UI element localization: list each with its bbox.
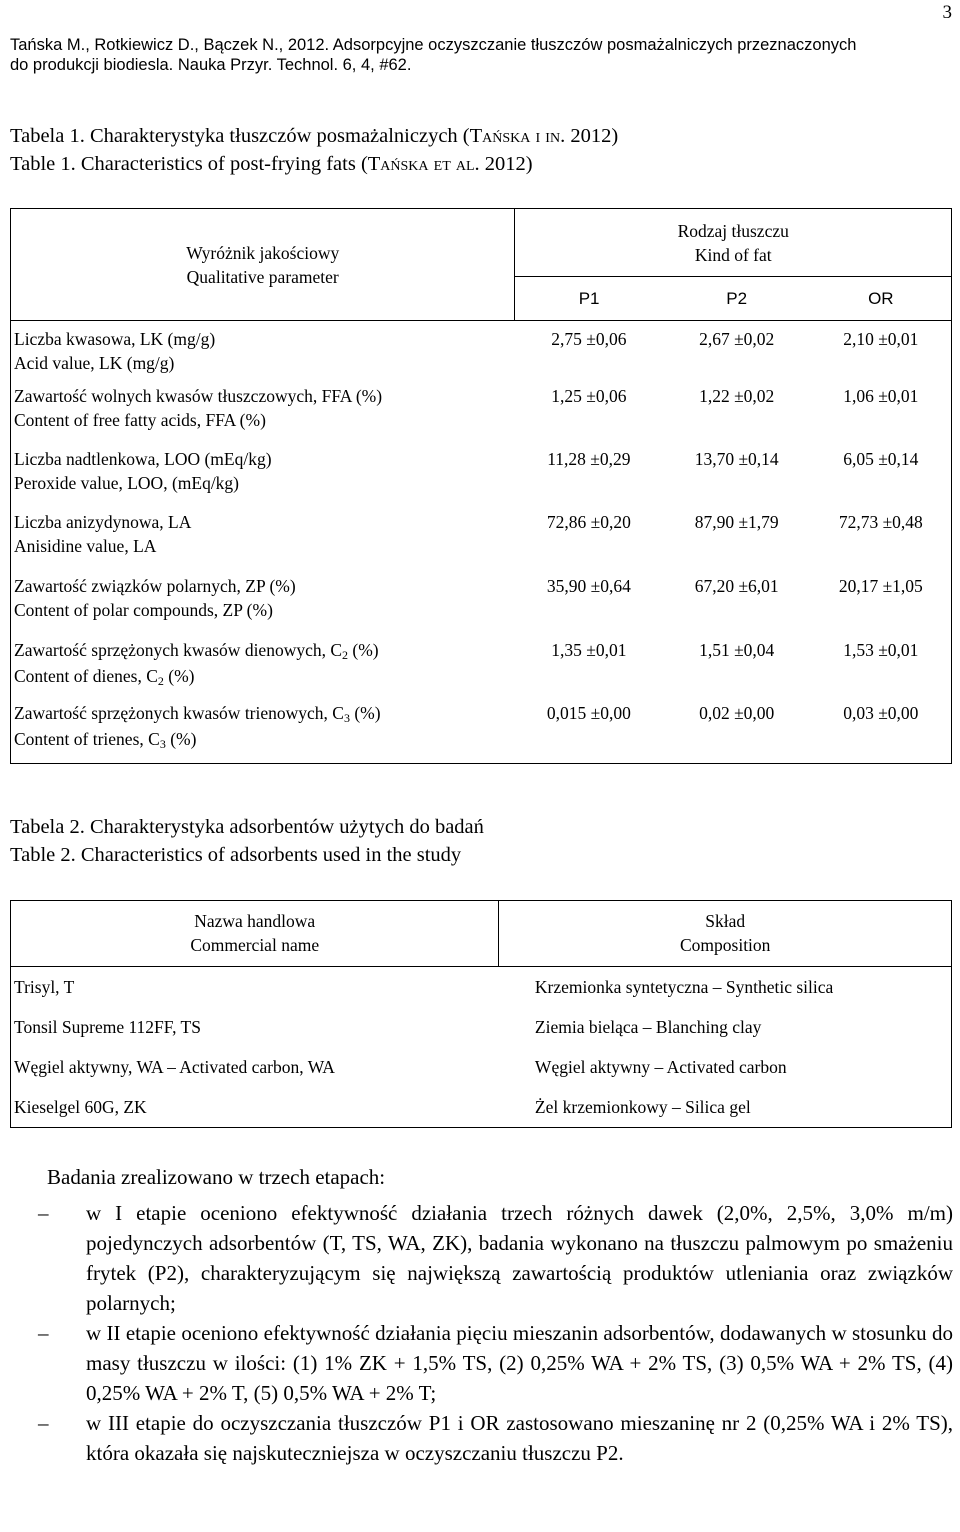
header-qualitative-parameter: Wyróżnik jakościowy Qualitative parameter [11, 209, 515, 321]
table1-caption-en: Table 1. Characteristics of post-frying fats (Tańska et al. 2012) [10, 153, 533, 175]
running-header [10, 35, 950, 75]
column-p2: P2 [663, 277, 811, 321]
fat-characteristics-table [10, 208, 952, 764]
table-row: Zawartość sprzężonych kwasów trienowych, $C_3$ (%) Content of trienes, $C_3$ (%) 0,015 ±0,00 0,02 ±0,00 0,03 ±0,00 [14, 702, 919, 751]
table-row: Zawartość sprzężonych kwasów dienowych, $C_2$ (%) Content of dienes, $C_2$ (%) 1,35 ±0,01 1,51 ±0,04 1,53 ±0,01 [14, 639, 919, 688]
stages-intro: Badania zrealizowano w trzech etapach: [47, 1165, 386, 1189]
table-row: Trisyl, T Krzemionka syntetyczna – Synthetic silica [14, 977, 834, 997]
header-composition: Skład Composition [499, 901, 952, 967]
list-item: – w III etapie do oczyszczania tłuszczów P1 i OR zastosowano mieszaninę nr 2 (0,25% WA i 2% TS), która okazała się najskuteczniejsza w oczyszczaniu tłuszczu P2. [38, 1408, 953, 1468]
column-p1: P1 [515, 277, 663, 321]
list-item: – w I etapie oceniono efektywność działania trzech różnych dawek (2,0%, 2,5%, 3,0% m/m) pojedynczych adsorbentów (T, TS, WA, ZK), badania wykonano na tłuszczu palmowym po smażeniu frytek (P2), charakteryzującym się największą zawartością produktów utleniania oraz związków polarnych; [38, 1198, 953, 1318]
table-row: Tonsil Supreme 112FF, TS Ziemia bieląca – Blanching clay [14, 1016, 762, 1037]
table-row: Liczba anizydynowa, LA Anisidine value, LA 72,86 ±0,20 87,90 ±1,79 72,73 ±0,48 [14, 511, 923, 556]
page-number: 3 [942, 2, 952, 23]
table-row: Zawartość wolnych kwasów tłuszczowych, FFA (%) Content of free fatty acids, FFA (%) 1,25 ±0,06 1,22 ±0,02 1,06 ±0,01 [14, 385, 919, 430]
dash-marker: – [38, 1201, 49, 1225]
table2-caption-pl: Tabela 2. Charakterystyka adsorbentów użytych do badań [10, 816, 484, 838]
header-line-2: do produkcji biodiesla. Nauka Przyr. Technol. 6, 4, #62. [10, 56, 412, 74]
table2-caption [10, 813, 484, 869]
table-row: Liczba kwasowa, LK (mg/g) Acid value, LK (mg/g) 2,75 ±0,06 2,67 ±0,02 2,10 ±0,01 [14, 329, 919, 373]
header-kind-of-fat: Rodzaj tłuszczu Kind of fat [515, 209, 952, 277]
stages-list [38, 1198, 953, 1468]
header-commercial-name: Nazwa handlowa Commercial name [11, 901, 499, 967]
dash-marker: – [38, 1321, 49, 1345]
table-row: Węgiel aktywny, WA – Activated carbon, WA Węgiel aktywny – Activated carbon [14, 1056, 787, 1077]
table1-caption [10, 122, 618, 178]
table-row: Kieselgel 60G, ZK Żel krzemionkowy – Silica gel [14, 1096, 751, 1117]
table1-caption-pl: Tabela 1. Charakterystyka tłuszczów posmażalniczych (Tańska i in. 2012) [10, 125, 619, 147]
adsorbents-table [10, 900, 952, 1128]
table-row: Liczba nadtlenkowa, LOO (mEq/kg) Peroxide value, LOO, (mEq/kg) 11,28 ±0,29 13,70 ±0,14 6,05 ±0,14 [14, 448, 919, 493]
column-or: OR [811, 277, 952, 321]
table2-caption-en: Table 2. Characteristics of adsorbents used in the study [10, 844, 462, 866]
list-item: – w II etapie oceniono efektywność działania pięciu mieszanin adsorbentów, dodawanych w stosunku do masy tłuszczu w ilości: (1) 1% ZK + 1,5% TS, (2) 0,25% WA + 2% TS, (3) 0,5% WA + 2% TS, (4) 0,25% WA + 2% T, (5) 0,5% WA + 2% T; [38, 1318, 953, 1408]
table-row: Zawartość związków polarnych, ZP (%) Content of polar compounds, ZP (%) 35,90 ±0,64 67,20 ±6,01 20,17 ±1,05 [14, 575, 923, 620]
dash-marker: – [38, 1411, 49, 1435]
header-line-1: Tańska M., Rotkiewicz D., Bączek N., 2012. Adsorpcyjne oczyszczanie tłuszczów posmażalniczych przeznaczonych [10, 36, 857, 54]
